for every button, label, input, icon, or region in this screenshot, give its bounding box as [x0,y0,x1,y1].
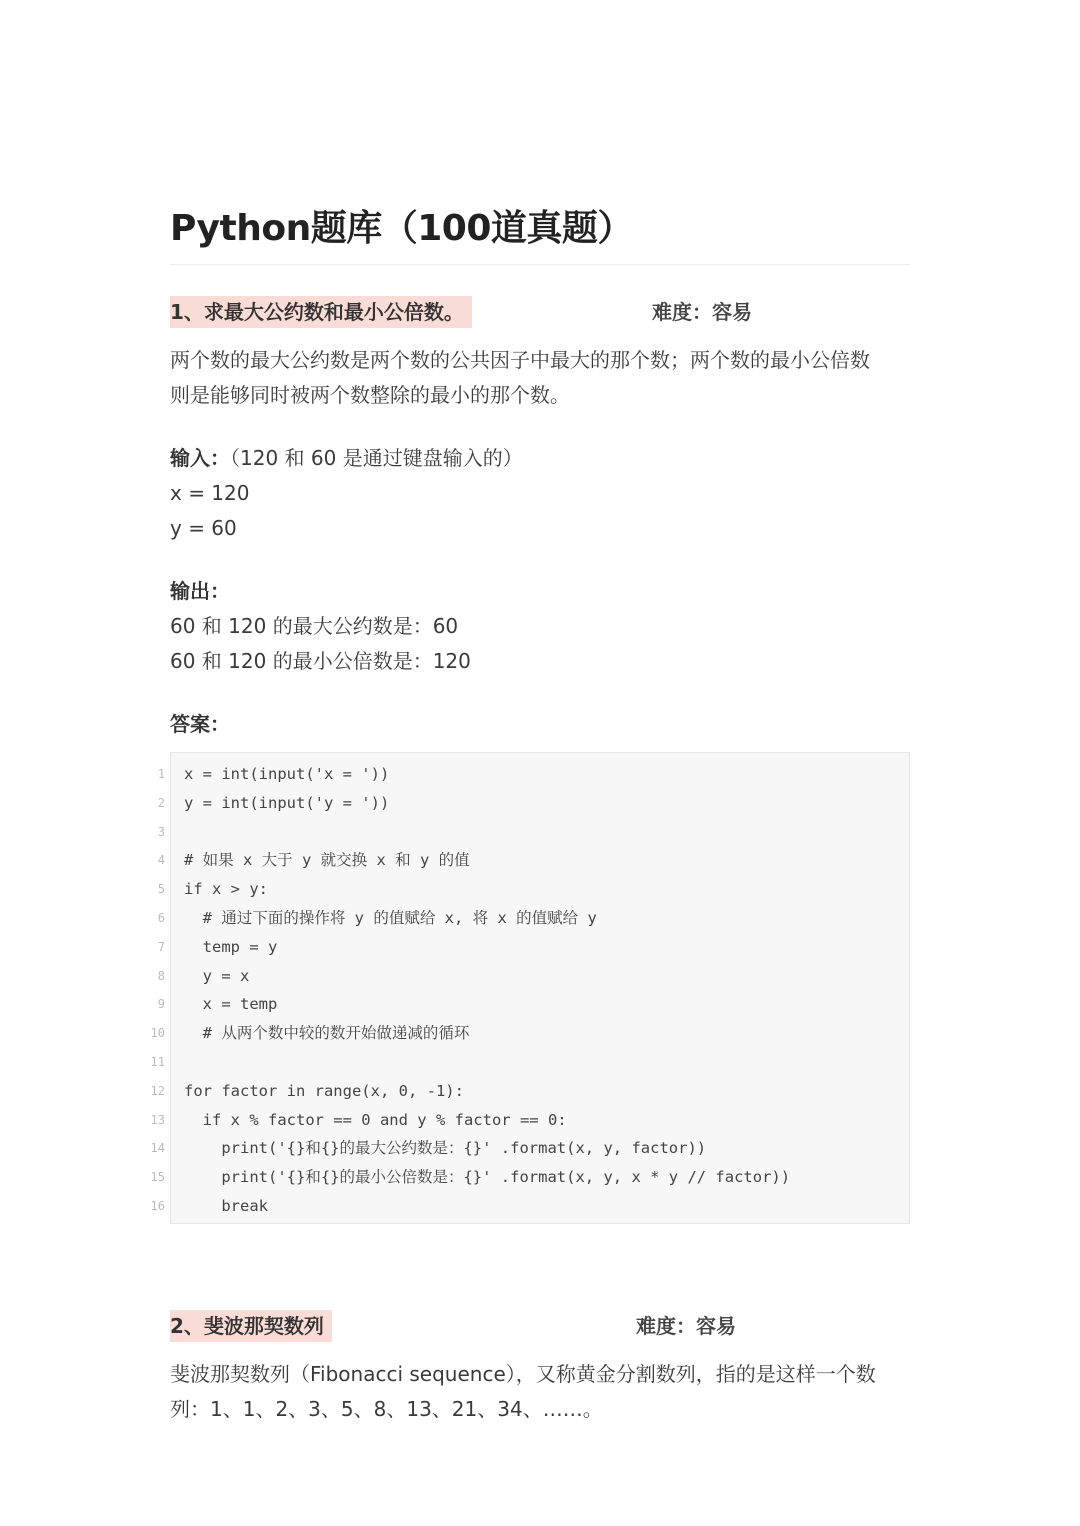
input-label: 输入： [170,446,230,470]
code-line [150,1192,909,1221]
question-2-title [170,1310,332,1342]
description-line: 列：1、1、2、3、5、8、13、21、34、……。 [170,1397,603,1421]
code-text: # 如果 x 大于 y 就交换 x 和 y 的值 [184,851,470,870]
code-text: # 从两个数中较的数开始做递减的循环 [184,1024,470,1043]
question-2-heading: 2、斐波那契数列 [170,1310,332,1342]
line-number: 2 [157,795,165,810]
question-1-input [170,441,910,546]
code-text: if x > y: [184,880,268,899]
line-number: 9 [157,997,165,1012]
question-1-header [170,296,910,328]
code-line [157,760,909,789]
title-divider [170,264,910,265]
output-line: 60 和 120 的最大公约数是：60 [170,614,459,638]
code-line [157,990,909,1019]
code-text: for factor in range(x, 0, -1): [184,1081,464,1100]
line-number: 15 [150,1170,165,1185]
input-line: y = 60 [170,516,237,540]
code-line [150,1134,909,1163]
output-line: 60 和 120 的最小公倍数是：120 [170,649,471,673]
code-text: y = x [184,966,250,985]
line-number: 5 [157,882,165,897]
code-line [150,1019,909,1048]
input-header [170,441,910,476]
description-line: 斐波那契数列（Fibonacci sequence），又称黄金分割数列，指的是这样一个数 [170,1362,876,1386]
line-number: 6 [157,911,165,925]
code-line [150,1163,909,1192]
code-line [157,933,909,962]
code-line [157,818,909,847]
code-text: x = int(input('x = ')) [184,765,390,783]
code-text: if x % factor == 0 and y % factor == 0: [184,1110,567,1129]
line-number: 14 [150,1141,165,1156]
line-number: 4 [157,853,165,868]
line-number: 12 [150,1083,165,1098]
question-1-difficulty: 难度：容易 [652,300,752,324]
code-text: print('{}和{}的最小公倍数是：{}' .format(x, y, x * y // factor)) [184,1168,791,1187]
line-number: 13 [150,1112,165,1127]
code-text: temp = y [184,937,278,956]
question-1-output [170,574,910,679]
input-note: （120 和 60 是通过键盘输入的） [230,446,523,470]
code-block [150,752,910,1224]
code-text: y = int(input('y = ')) [184,793,390,812]
line-number: 1 [157,767,165,781]
code-line [157,875,909,904]
code-line [150,1048,909,1077]
input-line: x = 120 [170,481,250,505]
output-label: 输出： [170,579,230,603]
code-line [157,846,909,875]
question-1-heading: 1、求最大公约数和最小公倍数。 [170,296,472,328]
line-number: 8 [157,968,165,983]
code-line [157,904,909,933]
code-text: break [184,1197,268,1215]
question-1-answer-label [170,707,910,742]
question-1-description [170,343,910,413]
code-text: print('{}和{}的最大公约数是：{}' .format(x, y, factor)) [184,1139,707,1158]
code-text: x = temp [184,995,278,1014]
code-line [150,1106,909,1135]
document-title: Python题库（100道真题） [170,208,633,249]
line-number: 10 [150,1026,165,1041]
question-2-description [170,1357,910,1427]
question-2-header [170,1310,910,1342]
line-number: 11 [150,1055,165,1069]
question-1-title [170,296,472,328]
line-number: 3 [157,824,165,839]
code-line [157,789,909,818]
line-number: 16 [150,1199,165,1213]
code-line [150,1077,909,1106]
line-number: 7 [157,939,165,954]
code-text: # 通过下面的操作将 y 的值赋给 x, 将 x 的值赋给 y [184,909,597,927]
description-line: 则是能够同时被两个数整除的最小的那个数。 [170,383,570,407]
code-line [157,962,909,991]
question-2-difficulty: 难度：容易 [636,1314,736,1338]
description-line: 两个数的最大公约数是两个数的公共因子中最大的那个数；两个数的最小公倍数 [170,348,870,372]
answer-label: 答案： [170,712,230,736]
